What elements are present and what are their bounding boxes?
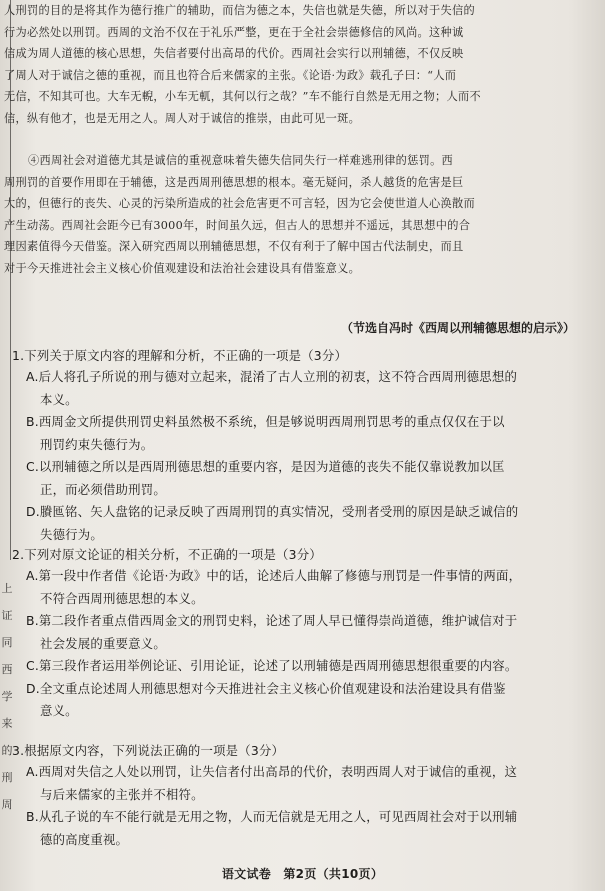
option-text: D.賸匜铭、矢人盘铭的记录反映了西周刑罚的真实情况，受刑者受刑的原因是缺乏诚信的: [26, 504, 519, 519]
option-text: A.后人将孔子所说的刑与德对立起来，混淆了古人立刑的初衷，这不符合西周刑德思想的: [26, 369, 518, 384]
question-3: [12, 741, 592, 851]
option-text-cont: 失德行为。: [40, 526, 103, 542]
option-text-cont: 德的高度重视。: [40, 831, 129, 847]
margin-char: 周: [1, 798, 13, 811]
option-text: C.以刑辅德之所以是西周刑德思想的重要内容，是因为道德的丧失不能仅靠说教加以匡: [26, 459, 505, 474]
option-text-cont: 与后来儒家的主张并不相符。: [40, 786, 204, 802]
option-text-cont: 刑罚约束失德行为。: [40, 436, 154, 452]
option-b: [12, 610, 592, 655]
option-b: [12, 411, 592, 456]
option-d: [12, 678, 592, 723]
passage-line: 人刑罚的目的是将其作为德行推广的辅助，而信为德之本，失信也就是失德，所以对于失信的: [4, 4, 475, 17]
margin-char: 证: [1, 609, 13, 622]
option-a: [12, 366, 592, 411]
option-d: [12, 501, 592, 546]
passage-line: 无信，不知其可也。大车无輗，小车无軏，其何以行之哉？”车不能行自然是无用之物；人而不: [4, 90, 482, 104]
question-stem: 2.下列对原文论证的相关分析，不正确的一项是（3分）: [12, 547, 322, 562]
option-c: [12, 456, 592, 501]
passage-line: 信，纵有他才，也是无用之人。周人对于诚信的推崇，由此可见一斑。: [4, 111, 361, 125]
page-footer: 语文试卷 第2页（共10页）: [221, 867, 384, 881]
question-2: [12, 545, 592, 723]
margin-char: 的: [1, 744, 13, 757]
passage-line: ④西周社会对道德尤其是诚信的重视意味着失德失信同失行一样难逃刑律的惩罚。西: [28, 154, 454, 167]
margin-char: 来: [1, 717, 13, 730]
passage-line: 信成为周人道德的核心思想，失信者要付出高昂的代价。西周社会实行以刑辅德，不仅反映: [4, 47, 464, 61]
option-text: B.西周金文所提供刑罚史料虽然极不系统，但是够说明西周刑罚思考的重点仅仅在于以: [26, 414, 505, 429]
option-text-cont: 社会发展的重要意义。: [40, 635, 166, 651]
option-c: [12, 655, 592, 678]
passage-line: 了周人对于诚信之德的重视，而且也符合后来儒家的主张。《论语·为政》载孔子曰：“人而: [4, 68, 457, 82]
option-a: [12, 761, 592, 806]
passage-line: 对于今天推进社会主义核心价值观建设和法治社会建设具有借鉴意义。: [4, 261, 361, 275]
passage-paragraph-3: [0, 0, 592, 130]
margin-char: 刑: [1, 771, 13, 784]
passage-source: （节选自冯时《西周以刑辅德思想的启示》）: [340, 321, 575, 335]
margin-char: 上: [1, 582, 13, 595]
margin-char: 西: [1, 663, 13, 676]
option-text-cont: 本义。: [40, 391, 78, 407]
option-text: B.第二段作者重点借西周金文的刑罚史料，论述了周人早已懂得崇尚道德，维护诚信对于: [26, 613, 518, 628]
option-text-cont: 不符合西周刑德思想的本义。: [40, 590, 204, 606]
option-text: D.全文重点论述周人刑德思想对今天推进社会主义核心价值观建设和法治建设具有借鉴: [26, 680, 506, 696]
passage-line: 行为必然处以刑罚。西周的文治不仅在于礼乐严整，更在于全社会崇德修信的风尚。这种诚: [4, 25, 464, 39]
passage-line: 产生动荡。西周社会距今已有3000年，时间虽久远，但古人的思想并不遥远，其思想中的合: [4, 218, 471, 232]
option-text: C.第三段作者运用举例论证、引用论证，论述了以刑辅德是西周刑德思想很重要的内容。: [26, 658, 518, 673]
option-text-cont: 意义。: [40, 703, 78, 718]
question-stem: 3.根据原文内容，下列说法正确的一项是（3分）: [12, 743, 285, 758]
margin-char: 学: [1, 690, 13, 703]
margin-char: 同: [1, 636, 13, 649]
option-text: B.从孔子说的车不能行就是无用之物，人而无信就是无用之人，可见西周社会对于以刑辅: [26, 809, 518, 824]
option-text-cont: 正，而必须借助刑罚。: [40, 481, 166, 497]
option-text: A.西周对失信之人处以刑罚，让失信者付出高昂的代价，表明西周人对于诚信的重视，这: [26, 764, 518, 779]
question-stem: 1.下列关于原文内容的理解和分析，不正确的一项是（3分）: [12, 348, 348, 363]
option-a: [12, 565, 592, 610]
passage-line: 理因素值得今天借鉴。深入研究西周以刑辅德思想，不仅有利于了解中国古代法制史，而且: [4, 240, 464, 254]
option-text: A.第一段中作者借《论语·为政》中的话，论述后人曲解了修德与刑罚是一件事情的两面，: [26, 568, 522, 583]
passage-paragraph-4: [0, 150, 592, 280]
passage-line: 大的，但德行的丧失、心灵的污染所造成的社会危害更不可言轻，因为它会使世道人心涣散而: [4, 197, 475, 211]
passage-line: 周刑罚的首要作用即在于辅德，这是西周刑德思想的根本。毫无疑问，杀人越货的危害是巨: [4, 175, 464, 189]
option-b: [12, 806, 592, 851]
question-1: [12, 346, 592, 546]
